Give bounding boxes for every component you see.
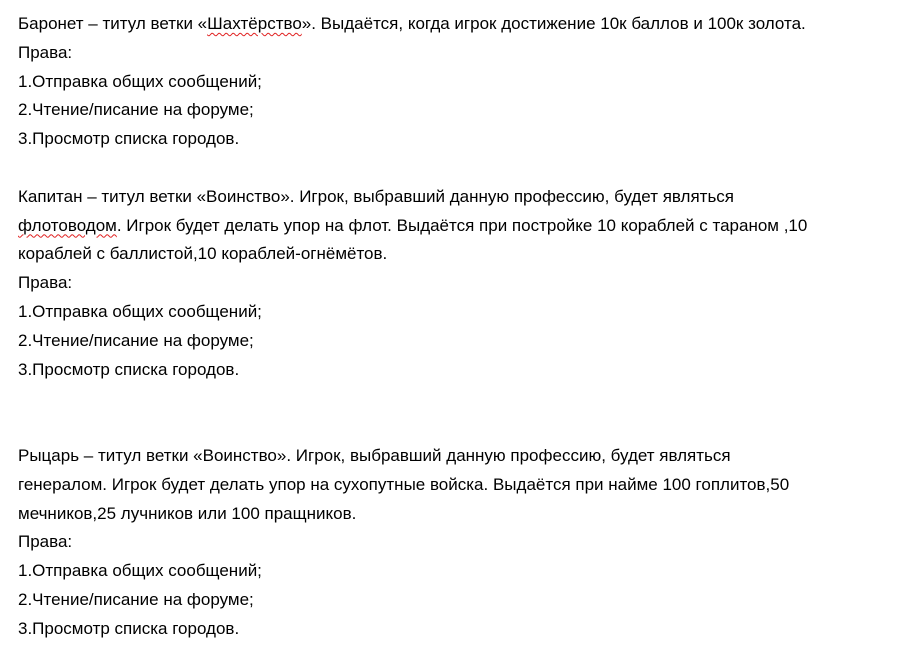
rights-item: 2.Чтение/писание на форуме; xyxy=(18,100,254,120)
paragraph-line xyxy=(18,212,898,241)
rights-title: Права: xyxy=(18,273,73,293)
paragraph-line xyxy=(18,10,898,39)
section-captain xyxy=(18,183,898,385)
text-run: Баронет – титул ветки « xyxy=(18,14,208,33)
rights-item: 3.Просмотр списка городов. xyxy=(18,359,240,379)
paragraph-line: мечников,25 лучников или 100 пращников. xyxy=(18,503,357,523)
spellcheck-flagged-word: Шахтёрство xyxy=(207,14,302,33)
paragraph-line: Рыцарь – титул ветки «Воинство». Игрок, выбравший данную профессию, будет являться xyxy=(18,445,731,465)
rights-item: 1.Отправка общих сообщений; xyxy=(18,301,262,321)
rights-item: 2.Чтение/писание на форуме; xyxy=(18,330,254,350)
spellcheck-flagged-word: флотоводом xyxy=(18,215,117,235)
rights-item: 3.Просмотр списка городов. xyxy=(18,618,240,638)
rights-item: 2.Чтение/писание на форуме; xyxy=(18,589,254,609)
text-run: ». Выдаётся, когда игрок достижение 10к баллов и 100к золота. xyxy=(301,14,806,33)
paragraph-line: Капитан – титул ветки «Воинство». Игрок, выбравший данную профессию, будет являться xyxy=(18,186,735,206)
rights-item: 1.Отправка общих сообщений; xyxy=(18,561,262,581)
text-run: . Игрок будет делать упор на флот. Выдаётся при постройке 10 кораблей с тараном ,10 xyxy=(116,215,808,235)
rights-title: Права: xyxy=(18,532,73,552)
blank-line xyxy=(18,154,898,183)
rights-item: 3.Просмотр списка городов. xyxy=(18,129,240,149)
rights-title: Права: xyxy=(18,42,73,62)
paragraph-line: кораблей с баллистой,10 кораблей-огнёмётов. xyxy=(18,244,388,264)
section-knight xyxy=(18,442,898,644)
paragraph-line: генералом. Игрок будет делать упор на сухопутные войска. Выдаётся при найме 100 гоплитов,50 xyxy=(18,474,790,494)
document-body xyxy=(18,10,898,644)
blank-lines xyxy=(18,384,898,442)
rights-item: 1.Отправка общих сообщений; xyxy=(18,71,262,91)
section-baronet xyxy=(18,10,898,154)
